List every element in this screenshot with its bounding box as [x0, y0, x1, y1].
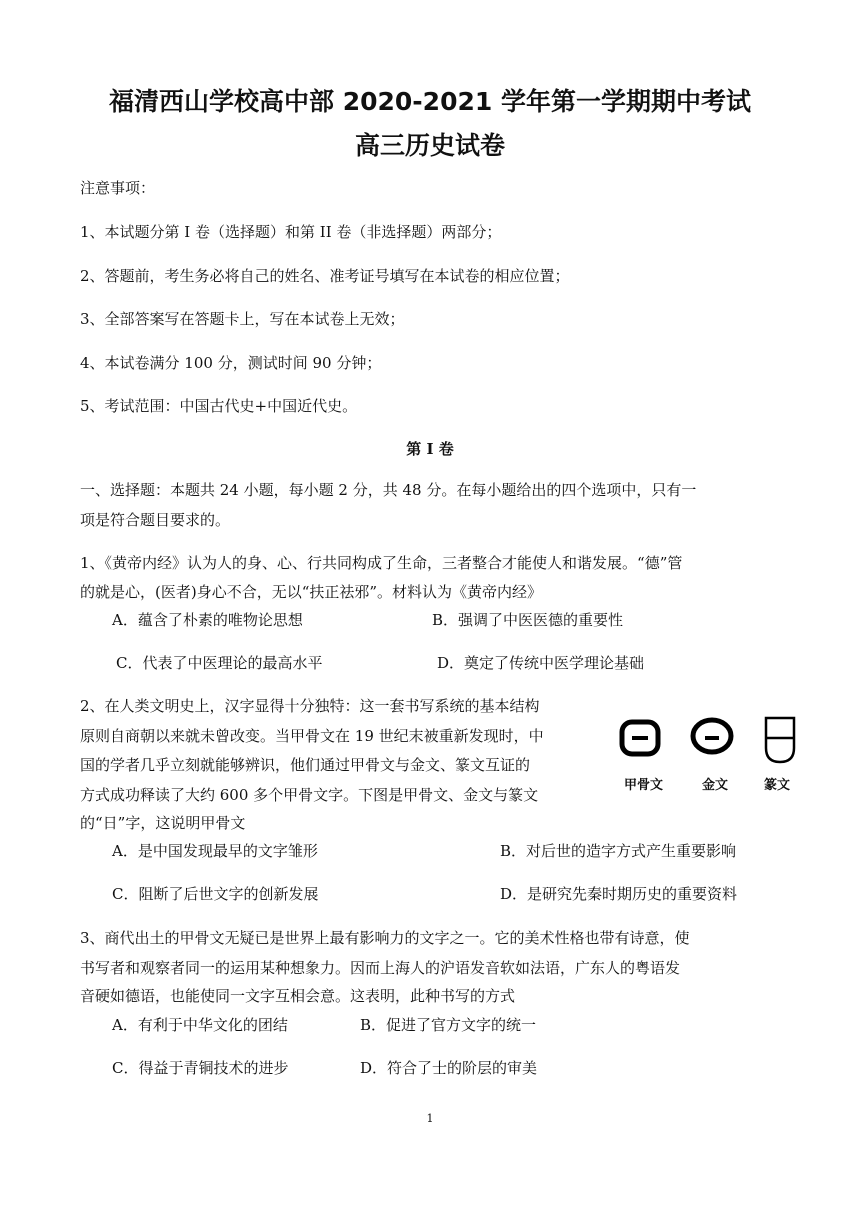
q2-option-c: C．阻断了后世文字的创新发展	[112, 885, 319, 903]
page-number: 1	[426, 1112, 434, 1125]
q3-option-b: B．促进了官方文字的统一	[360, 1016, 537, 1034]
oracle-bone-ri-glyph	[622, 722, 658, 754]
question-2-stem: 方式成功释读了大约 600 多个甲骨文字。下图是甲骨文、金文与篆文	[80, 786, 539, 804]
glyph-label-seal: 篆文	[764, 778, 791, 793]
section-intro: 一、选择题：本题共 24 小题，每小题 2 分，共 48 分。在每小题给出的四个选项中，只有一	[80, 481, 697, 499]
notes-item: 5、考试范围：中国古代史+中国近代史。	[80, 397, 358, 415]
notes-item: 3、全部答案写在答题卡上，写在本试卷上无效；	[80, 310, 405, 328]
ri-glyphs-drawing	[612, 712, 808, 772]
glyph-label-bronze: 金文	[702, 778, 729, 793]
q1-option-a: A．蕴含了朴素的唯物论思想	[112, 611, 303, 629]
question-2-stem: 国的学者几乎立刻就能够辨识，他们通过甲骨文与金文、篆文互证的	[80, 756, 531, 774]
notes-item: 2、答题前，考生务必将自己的姓名、准考证号填写在本试卷的相应位置；	[80, 267, 570, 285]
q2-option-a: A．是中国发现最早的文字雏形	[112, 842, 318, 860]
q1-option-c: C．代表了中医理论的最高水平	[116, 654, 323, 672]
question-1-stem: 1、《黄帝内经》认为人的身、心、行共同构成了生命，三者整合才能使人和谐发展。“德”管	[80, 554, 683, 572]
question-3-stem: 书写者和观察者同一的运用某种想象力。因而上海人的沪语发音软如法语，广东人的粤语发	[80, 959, 681, 977]
q1-option-d: D．奠定了传统中医学理论基础	[437, 654, 645, 672]
notes-item: 1、本试题分第 I 卷（选择题）和第 II 卷（非选择题）两部分；	[80, 223, 502, 241]
ri-character-figure	[612, 712, 808, 792]
question-1-stem: 的就是心，(医者)身心不合，无以“扶正祛邪”。材料认为《黄帝内经》	[80, 583, 543, 601]
q2-option-d: D．是研究先秦时期历史的重要资料	[500, 885, 738, 903]
part-heading: 第 I 卷	[406, 440, 454, 458]
notes-heading: 注意事项：	[80, 179, 156, 197]
exam-title: 福清西山学校高中部 2020-2021 学年第一学期期中考试	[109, 87, 751, 116]
seal-ri-glyph	[766, 718, 794, 762]
question-3-stem: 3、商代出土的甲骨文无疑已是世界上最有影响力的文字之一。它的美术性格也带有诗意，使	[80, 929, 690, 947]
section-intro: 项是符合题目要求的。	[80, 511, 231, 529]
exam-subtitle: 高三历史试卷	[354, 131, 505, 160]
bronze-ri-glyph	[693, 720, 731, 752]
q1-option-b: B．强调了中医医德的重要性	[432, 611, 624, 629]
glyph-label-oracle: 甲骨文	[624, 778, 664, 793]
notes-item: 4、本试卷满分 100 分，测试时间 90 分钟；	[80, 354, 382, 372]
question-2-stem: 2、在人类文明史上，汉字显得十分独特：这一套书写系统的基本结构	[80, 697, 540, 715]
question-2-stem: 的“日”字，这说明甲骨文	[80, 814, 246, 832]
q3-option-d: D．符合了士的阶层的审美	[360, 1059, 538, 1077]
question-3-stem: 音硬如德语，也能使同一文字互相会意。这表明，此种书写的方式	[80, 987, 516, 1005]
q3-option-a: A．有利于中华文化的团结	[112, 1016, 288, 1034]
q3-option-c: C．得益于青铜技术的进步	[112, 1059, 289, 1077]
question-2-stem: 原则自商朝以来就未曾改变。当甲骨文在 19 世纪末被重新发现时，中	[80, 727, 544, 745]
q2-option-b: B．对后世的造字方式产生重要影响	[500, 842, 737, 860]
